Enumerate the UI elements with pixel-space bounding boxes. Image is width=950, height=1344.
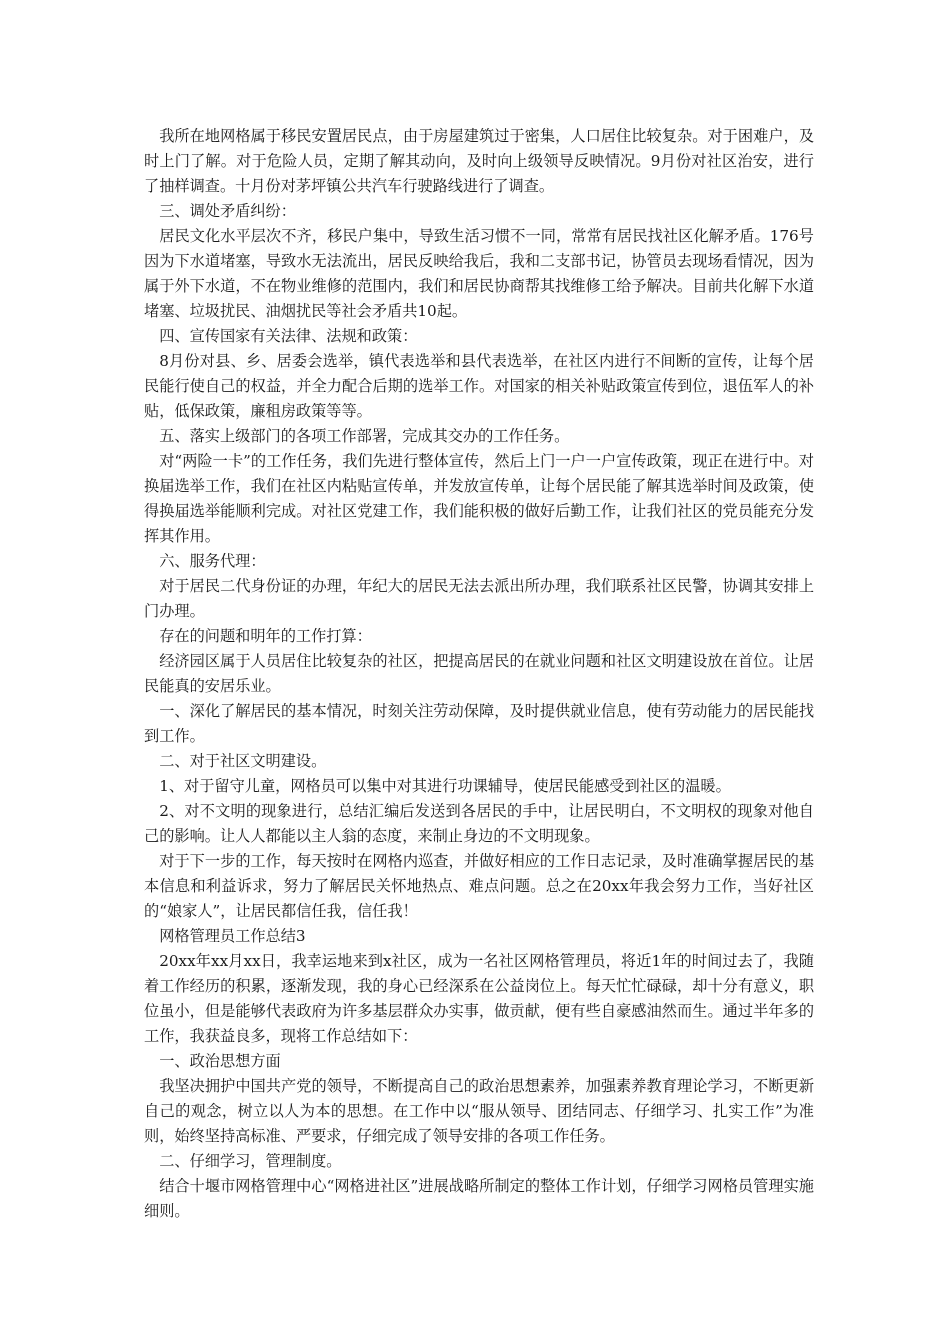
paragraph: 我坚决拥护中国共产党的领导，不断提高自己的政治思想素养，加强素养教育理论学习，不断更新自己的观念，树立以人为本的思想。在工作中以“服从领导、团结同志、仔细学习、扎实工作”为准则，始终坚持高标准、严要求，仔细完成了领导安排的各项工作任务。	[144, 1077, 814, 1145]
paragraph: 居民文化水平层次不齐，移民户集中，导致生活习惯不一同，常常有居民找社区化解矛盾。176号因为下水道堵塞，导致水无法流出，居民反映给我后，我和二支部书记，协管员去现场看情况，因为属于外下水道，不在物业维修的范围内，我们和居民协商帮其找维修工给予解决。目前共化解下水道堵塞、垃圾扰民、油烟扰民等社会矛盾共10起。	[144, 227, 814, 320]
paragraph: 我所在地网格属于移民安置居民点，由于房屋建筑过于密集，人口居住比较复杂。对于困难户，及时上门了解。对于危险人员，定期了解其动向，及时向上级领导反映情况。9月份对社区治安，进行了抽样调查。十月份对茅坪镇公共汽车行驶路线进行了调查。	[144, 127, 814, 195]
paragraph: 1、对于留守儿童，网格员可以集中对其进行功课辅导，使居民能感受到社区的温暖。	[159, 777, 731, 795]
document-subtitle: 网格管理员工作总结3	[159, 927, 306, 945]
paragraph: 结合十堰市网格管理中心“网格进社区”进展战略所制定的整体工作计划，仔细学习网格员管理实施细则。	[144, 1177, 814, 1220]
section-heading: 二、仔细学习，管理制度。	[159, 1152, 342, 1170]
section-heading: 五、落实上级部门的各项工作部署，完成其交办的工作任务。	[159, 427, 570, 445]
paragraph: 对“两险一卡”的工作任务，我们先进行整体宣传，然后上门一户一户宣传政策，现正在进行中。对换届选举工作，我们在社区内粘贴宣传单，并发放宣传单，让每个居民能了解其选举时间及政策，使得换届选举能顺利完成。对社区党建工作，我们能积极的做好后勤工作，让我们社区的党员能充分发挥其作用。	[144, 452, 814, 545]
paragraph: 一、深化了解居民的基本情况，时刻关注劳动保障，及时提供就业信息，使有劳动能力的居民能找到工作。	[144, 702, 814, 745]
section-heading: 二、对于社区文明建设。	[159, 752, 327, 770]
document-body	[144, 124, 814, 1224]
paragraph: 经济园区属于人员居住比较复杂的社区，把提高居民的在就业问题和社区文明建设放在首位。让居民能真的安居乐业。	[144, 652, 814, 695]
section-heading: 存在的问题和明年的工作打算：	[159, 627, 372, 645]
paragraph: 对于下一步的工作，每天按时在网格内巡查，并做好相应的工作日志记录，及时准确掌握居民的基本信息和利益诉求，努力了解居民关怀地热点、难点问题。总之在20xx年我会努力工作，当好社区的“娘家人”，让居民都信任我，信任我！	[144, 852, 814, 920]
section-heading: 四、宣传国家有关法律、法规和政策：	[159, 327, 418, 345]
section-heading: 三、调处矛盾纠纷：	[159, 202, 296, 220]
section-heading: 六、服务代理：	[159, 552, 266, 570]
paragraph: 对于居民二代身份证的办理，年纪大的居民无法去派出所办理，我们联系社区民警，协调其安排上门办理。	[144, 577, 814, 620]
paragraph: 2、对不文明的现象进行，总结汇编后发送到各居民的手中，让居民明白，不文明权的现象对他自己的影响。让人人都能以主人翁的态度，来制止身边的不文明现象。	[144, 802, 814, 845]
section-heading: 一、政治思想方面	[159, 1052, 281, 1070]
paragraph: 20xx年xx月xx日，我幸运地来到x社区，成为一名社区网格管理员，将近1年的时间过去了，我随着工作经历的积累，逐渐发现，我的身心已经深系在公益岗位上。每天忙忙碌碌，却十分有意义，职位虽小，但是能够代表政府为许多基层群众办实事，做贡献，便有些自豪感油然而生。通过半年多的工作，我获益良多，现将工作总结如下：	[144, 952, 814, 1045]
paragraph: 8月份对县、乡、居委会选举，镇代表选举和县代表选举，在社区内进行不间断的宣传，让每个居民能行使自己的权益，并全力配合后期的选举工作。对国家的相关补贴政策宣传到位，退伍军人的补贴，低保政策，廉租房政策等等。	[144, 352, 814, 420]
